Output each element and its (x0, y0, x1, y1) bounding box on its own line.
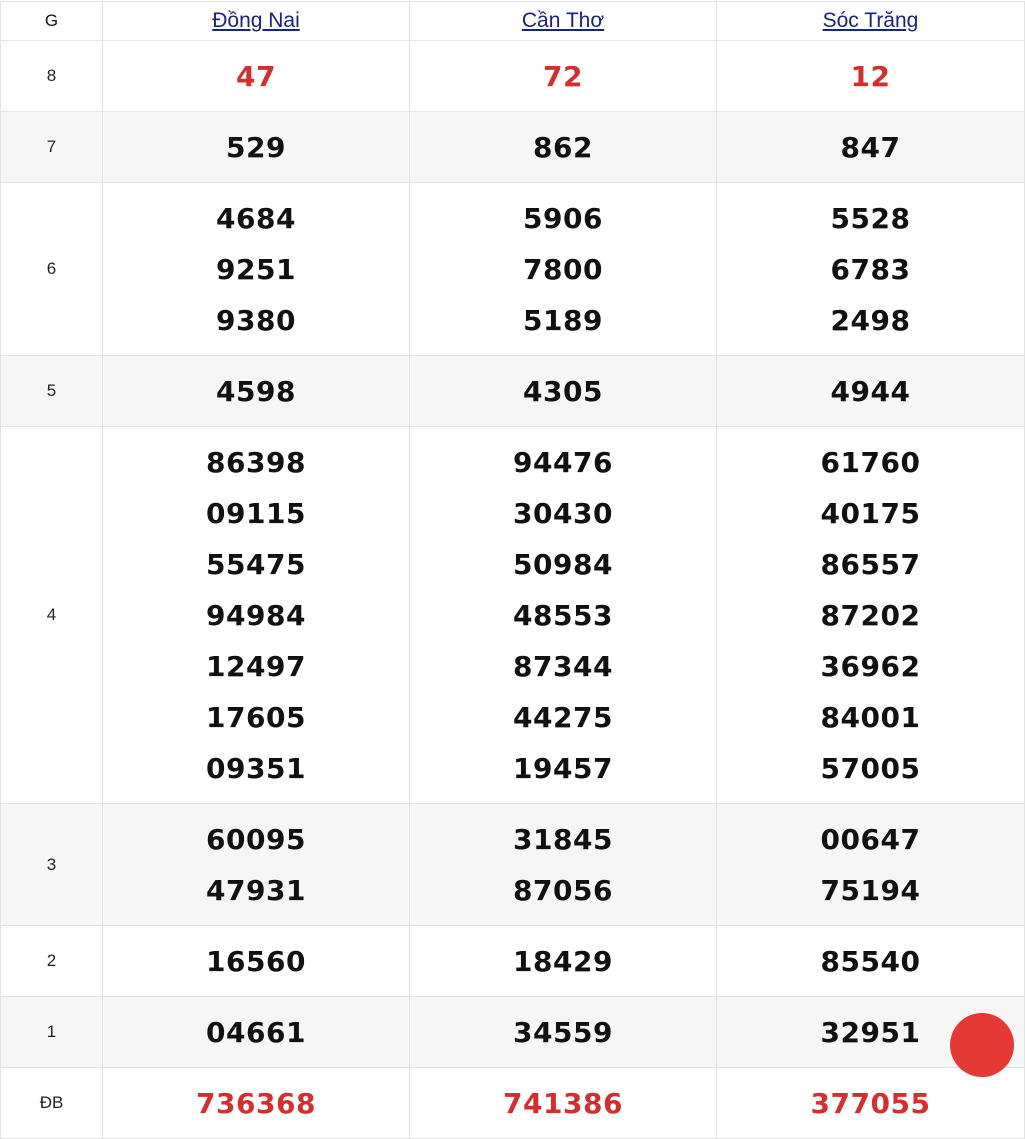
winning-number: 84001 (820, 701, 921, 734)
province-header (103, 2, 410, 41)
winning-number: 5906 (523, 202, 603, 235)
winning-number: 87344 (513, 650, 613, 683)
table-row (1, 804, 1025, 926)
result-cell (410, 112, 717, 183)
winning-number: 61760 (820, 446, 921, 479)
result-cell (103, 997, 410, 1068)
table-header-row (1, 2, 1025, 41)
result-cell (103, 356, 410, 427)
result-cell (103, 1068, 410, 1139)
prize-label: ĐB (1, 1068, 103, 1139)
table-row (1, 997, 1025, 1068)
winning-number: 36962 (820, 650, 921, 683)
result-cell (103, 112, 410, 183)
winning-number: 736368 (196, 1087, 316, 1120)
winning-number: 40175 (820, 497, 921, 530)
winning-number: 86398 (206, 446, 306, 479)
winning-number: 44275 (513, 701, 613, 734)
floating-action-button[interactable] (950, 1013, 1014, 1077)
winning-number: 94476 (513, 446, 613, 479)
winning-number: 4598 (216, 375, 296, 408)
winning-number: 32951 (820, 1016, 921, 1049)
winning-number: 4944 (830, 375, 911, 408)
winning-number: 09115 (206, 497, 306, 530)
result-cell (410, 1068, 717, 1139)
winning-number: 529 (226, 131, 286, 164)
province-header (410, 2, 717, 41)
winning-number: 94984 (206, 599, 306, 632)
winning-number: 04661 (206, 1016, 306, 1049)
winning-number: 7800 (523, 253, 603, 286)
winning-number: 9251 (216, 253, 296, 286)
winning-number: 2498 (830, 304, 911, 337)
prize-label: 6 (1, 183, 103, 356)
winning-number: 87202 (820, 599, 921, 632)
winning-number: 00647 (820, 823, 921, 856)
winning-number: 85540 (820, 945, 921, 978)
winning-number: 47 (236, 60, 276, 93)
prize-label: 1 (1, 997, 103, 1068)
table-row (1, 183, 1025, 356)
result-cell (410, 356, 717, 427)
winning-number: 18429 (513, 945, 613, 978)
prize-label: 2 (1, 926, 103, 997)
winning-number: 55475 (206, 548, 306, 581)
winning-number: 19457 (513, 752, 613, 785)
prize-label: 7 (1, 112, 103, 183)
winning-number: 862 (533, 131, 593, 164)
winning-number: 34559 (513, 1016, 613, 1049)
winning-number: 31845 (513, 823, 613, 856)
result-cell (103, 926, 410, 997)
table-row (1, 926, 1025, 997)
result-cell (717, 356, 1025, 427)
winning-number: 5189 (523, 304, 603, 337)
winning-number: 57005 (820, 752, 921, 785)
result-cell (103, 427, 410, 804)
province-link-dong-nai[interactable]: Đồng Nai (212, 9, 300, 32)
winning-number: 87056 (513, 874, 613, 907)
result-cell (410, 926, 717, 997)
winning-number: 4305 (523, 375, 603, 408)
province-link-soc-trang[interactable]: Sóc Trăng (822, 9, 919, 32)
result-cell (410, 41, 717, 112)
result-cell (717, 926, 1025, 997)
prize-label: 4 (1, 427, 103, 804)
winning-number: 6783 (830, 253, 911, 286)
result-cell (717, 804, 1025, 926)
winning-number: 16560 (206, 945, 306, 978)
winning-number: 4684 (216, 202, 296, 235)
prize-column-header: G (1, 2, 103, 41)
province-header (717, 2, 1025, 41)
winning-number: 377055 (810, 1087, 931, 1120)
lottery-results-table (0, 1, 1025, 1139)
winning-number: 5528 (830, 202, 911, 235)
winning-number: 12 (850, 60, 891, 93)
winning-number: 48553 (513, 599, 613, 632)
table-row (1, 1068, 1025, 1139)
winning-number: 75194 (820, 874, 921, 907)
result-cell (717, 183, 1025, 356)
result-cell (717, 427, 1025, 804)
table-row (1, 427, 1025, 804)
prize-label: 3 (1, 804, 103, 926)
table-row (1, 356, 1025, 427)
results-body (1, 41, 1025, 1139)
province-link-can-tho[interactable]: Cần Thơ (521, 9, 605, 32)
table-row (1, 41, 1025, 112)
result-cell (103, 41, 410, 112)
result-cell (717, 41, 1025, 112)
prize-label: 8 (1, 41, 103, 112)
winning-number: 17605 (206, 701, 306, 734)
result-cell (410, 997, 717, 1068)
winning-number: 9380 (216, 304, 296, 337)
winning-number: 741386 (503, 1087, 623, 1120)
result-cell (410, 804, 717, 926)
winning-number: 847 (840, 131, 901, 164)
winning-number: 50984 (513, 548, 613, 581)
result-cell (103, 183, 410, 356)
prize-label: 5 (1, 356, 103, 427)
result-cell (103, 804, 410, 926)
winning-number: 30430 (513, 497, 613, 530)
winning-number: 47931 (206, 874, 306, 907)
result-cell (717, 112, 1025, 183)
table-row (1, 112, 1025, 183)
result-cell (717, 1068, 1025, 1139)
winning-number: 86557 (820, 548, 921, 581)
winning-number: 12497 (206, 650, 306, 683)
winning-number: 09351 (206, 752, 306, 785)
result-cell (410, 183, 717, 356)
winning-number: 60095 (206, 823, 306, 856)
winning-number: 72 (543, 60, 583, 93)
result-cell (410, 427, 717, 804)
